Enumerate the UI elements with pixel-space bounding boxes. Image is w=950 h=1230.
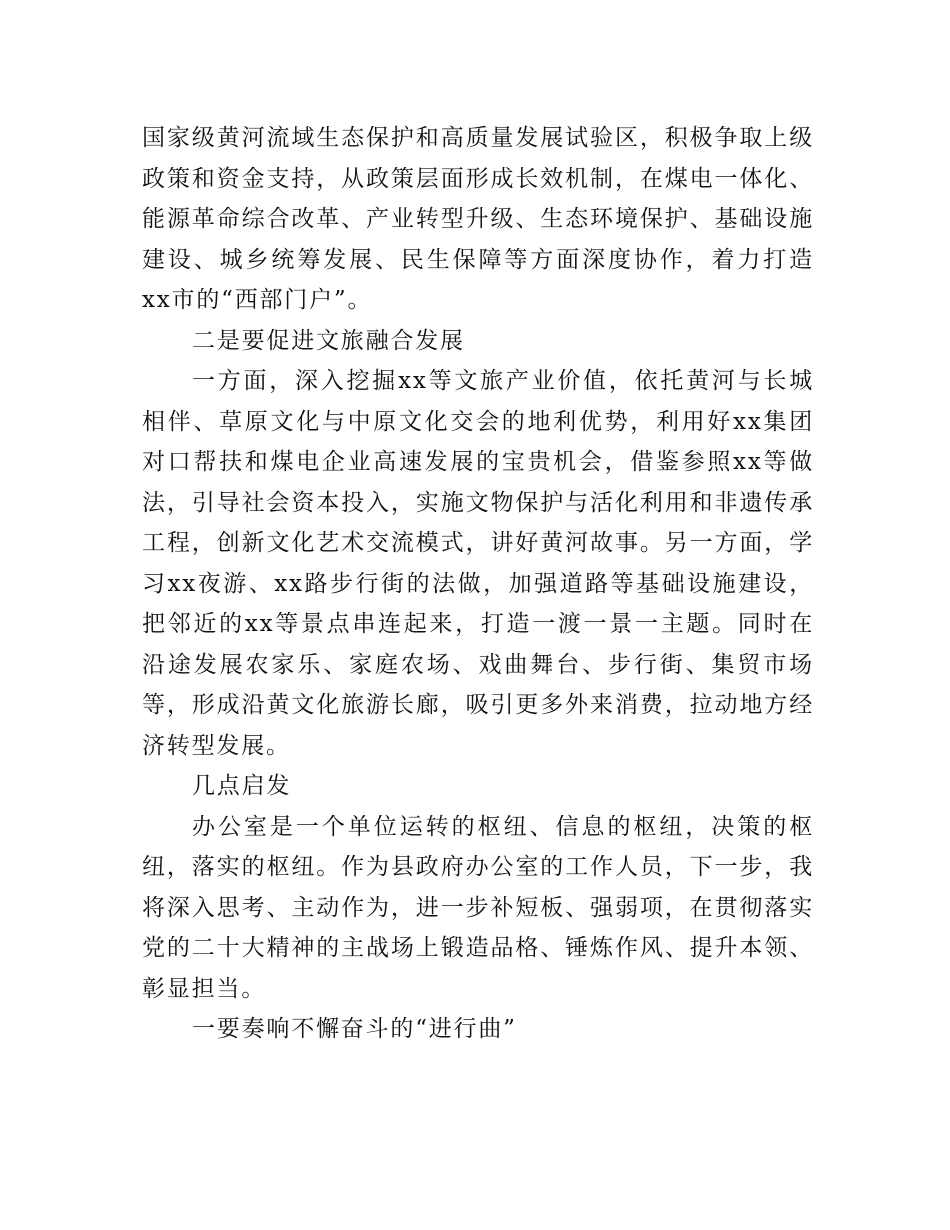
- section-heading-promote-culture-tourism: 二是要促进文旅融合发展: [192, 327, 465, 354]
- section-heading-insights: 几点启发: [192, 773, 292, 799]
- paragraph-continued: 国家级黄河流域生态保护和高质量发展试验区，积极争取上级政策和资金支持，从政策层面形成长效机制，在煤电一体化、能源革命综合改革、产业转型升级、生态环境保护、基础设施建设、城乡统筹发展、民生保障等方面深度协作，着力打造xx市的“西部门户”。: [142, 125, 814, 313]
- section-heading-march: 一要奏响不懈奋斗的“进行曲”: [192, 1016, 517, 1042]
- paragraph-culture-tourism: 一方面，深入挖掘xx等文旅产业价值，依托黄河与长城相伴、草原文化与中原文化交会的地利优势，利用好xx集团对口帮扶和煤电企业高速发展的宝贵机会，借鉴参照xx等做法，引导社会资本投入，实施文物保护与活化利用和非遗传承工程，创新文化艺术交流模式，讲好黄河故事。另一方面，学习xx夜游、xx路步行街的法做，加强道路等基础设施建设，把邻近的xx等景点串连起来，打造一渡一景一主题。同时在沿途发展农家乐、家庭农场、戏曲舞台、步行街、集贸市场等，形成沿黄文化旅游长廊，吸引更多外来消费，拉动地方经济转型发展。: [142, 368, 814, 759]
- document-body: [142, 118, 814, 1050]
- paragraph-office-role: 办公室是一个单位运转的枢纽、信息的枢纽，决策的枢纽，落实的枢纽。作为县政府办公室的工作人员，下一步，我将深入思考、主动作为，进一步补短板、强弱项，在贯彻落实党的二十大精神的主战场上锻造品格、锤炼作风、提升本领、彰显担当。: [142, 813, 814, 1002]
